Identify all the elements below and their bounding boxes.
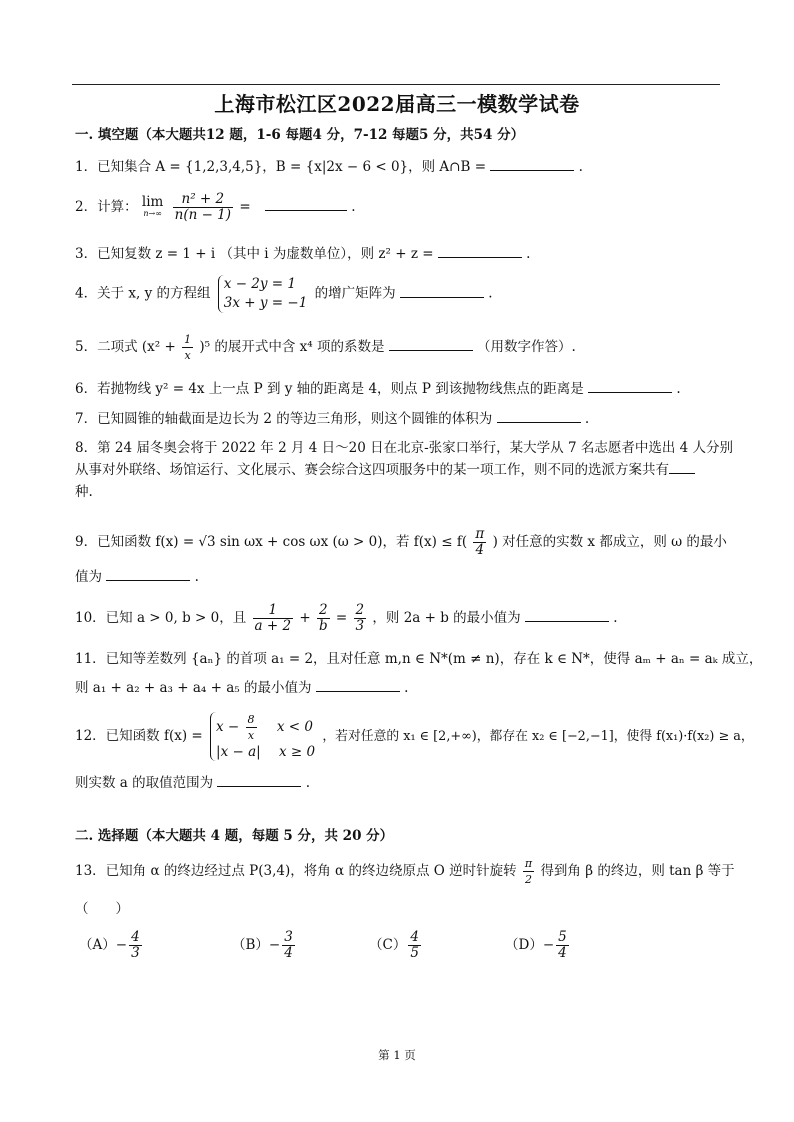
fraction-denominator: a + 2: [254, 618, 292, 634]
question-9-line-2-text: 值为: [75, 569, 102, 585]
fraction-numerator: π: [524, 857, 533, 870]
question-3: [75, 243, 720, 265]
equation-system: [218, 275, 308, 313]
question-11-line-2-text: 则 a₁ + a₂ + a₃ + a₄ + a₅ 的最小值为: [75, 680, 312, 696]
question-9-fraction: [473, 527, 486, 558]
question-11-line-2: [75, 677, 720, 699]
fraction-denominator: 4: [284, 945, 293, 961]
answer-blank-9: [106, 566, 190, 581]
answer-blank-10: [525, 607, 609, 622]
question-12-line-2-text: 则实数 a 的取值范围为: [75, 775, 214, 791]
question-3-text: 3．已知复数 z = 1 + i （其中 i 为虚数单位），则 z² + z =: [75, 246, 434, 262]
question-11-tail: .: [404, 680, 409, 696]
question-12-line-2: [75, 772, 720, 794]
equals-sign: =: [239, 199, 251, 215]
question-10-text: 10．已知 a > 0, b > 0，且: [75, 610, 247, 626]
question-9-post: ) 对任意的实数 x 都成立，则 ω 的最小: [492, 534, 727, 550]
question-8-line-3: 种.: [75, 484, 93, 500]
question-8-line-2: 从事对外联络、场馆运行、文化展示、赛会综合这四项服务中的某一项工作，则不同的选派方案共有: [75, 462, 669, 478]
answer-bracket: （ ）: [75, 901, 129, 917]
question-7-tail: .: [584, 411, 590, 427]
header-rule: [72, 84, 720, 85]
fraction-numerator: 4: [131, 929, 140, 945]
question-2-label: 2．计算：: [75, 199, 138, 215]
fraction-denominator: 4: [475, 542, 485, 558]
question-5-tail: （用数字作答）.: [477, 339, 576, 355]
question-10-tail: .: [613, 610, 618, 626]
question-8: [75, 437, 734, 503]
fraction-denominator: x: [184, 349, 191, 362]
limit-operator: [141, 193, 164, 219]
choice-b-fraction: [282, 930, 295, 961]
equation-2: 3x + y = −1: [223, 295, 308, 311]
question-4-tail: .: [488, 285, 493, 302]
fraction-denominator: x: [247, 729, 255, 742]
choice-d-label: （D）−: [505, 937, 555, 953]
question-12: [75, 712, 754, 761]
question-13-post: 得到角 β 的终边，则 tan β 等于: [540, 863, 735, 879]
question-10-fraction-3: [354, 603, 367, 634]
fraction-numerator: 5: [558, 929, 567, 945]
fraction-numerator: π: [475, 526, 485, 542]
question-1: [75, 156, 720, 178]
question-11: [75, 648, 763, 670]
fraction-denominator: 2: [525, 873, 533, 886]
case-1-fraction: [246, 712, 257, 743]
question-7-text: 7．已知圆锥的轴截面是边长为 2 的等边三角形，则这个圆锥的体积为: [75, 411, 493, 427]
fraction-numerator: 3: [284, 929, 293, 945]
question-6-text: 6．若抛物线 y² = 4x 上一点 P 到 y 轴的距离是 4，则点 P 到该抛物线焦点的距离是: [75, 381, 584, 397]
fraction-numerator: 2: [317, 603, 330, 619]
question-3-tail: .: [526, 246, 531, 262]
answer-blank-1: [490, 156, 574, 171]
fraction-denominator: 3: [355, 618, 365, 634]
question-5: [75, 332, 720, 363]
question-10: [75, 603, 720, 634]
question-9-line-2: [75, 566, 720, 588]
question-2-tail: .: [351, 199, 356, 215]
equation-1: x − 2y = 1: [223, 276, 297, 292]
choice-d-fraction: [556, 930, 569, 961]
fraction-denominator: 4: [558, 945, 567, 961]
piecewise-function: [210, 712, 315, 761]
question-11-line-1: 11．已知等差数列 {aₙ} 的首项 a₁ = 2，且对任意 m,n ∈ N*(m ≠ n)，存在 k ∈ N*，使得 aₘ + aₙ = aₖ 成立，: [75, 651, 763, 667]
fraction-denominator: 3: [131, 945, 140, 961]
equals-sign: =: [335, 610, 348, 626]
answer-blank-5: [389, 336, 473, 351]
question-2-fraction: [173, 192, 233, 223]
question-1-text: 1．已知集合 A = {1,2,3,4,5}，B = {x|2x − 6 < 0}，则 A∩B =: [75, 159, 487, 175]
question-12-post: ，若对任意的 x₁ ∈ [2,+∞)，都存在 x₂ ∈ [−2,−1]，使得 f(x₁)·f(x₂) ≥ a，: [322, 729, 754, 744]
question-4-text: 4．关于 x, y 的方程组: [75, 285, 211, 302]
page-number: 第 1 页: [378, 1048, 416, 1062]
choice-a-label: （A）−: [79, 937, 128, 953]
answer-blank-3: [438, 243, 522, 258]
question-13-fraction: [523, 856, 534, 887]
fraction-numerator: 1: [253, 603, 294, 619]
section-heading-fill-in: 一. 填空题（本大题共12 题，1-6 每题4 分，7-12 每题5 分，共54 分）: [75, 127, 525, 143]
choice-d: [505, 930, 571, 961]
question-2: [75, 192, 720, 223]
case-1-expression: x −: [216, 719, 240, 735]
case-2-condition: x ≥ 0: [278, 744, 316, 760]
question-10-fraction-1: [253, 603, 294, 634]
question-10-fraction-2: [317, 603, 330, 634]
question-13-text: 13．已知角 α 的终边经过点 P(3,4)，将角 α 的终边绕原点 O 逆时针旋转: [75, 863, 517, 879]
question-5-fraction: [182, 332, 193, 363]
question-13: [75, 856, 735, 887]
limit-symbol: lim: [141, 193, 164, 210]
question-7: [75, 408, 720, 430]
question-6-tail: .: [676, 381, 681, 397]
question-13-bracket: [75, 898, 720, 920]
question-5-text: 5．二项式 (x² +: [75, 339, 176, 355]
question-12-text: 12．已知函数 f(x) =: [75, 728, 203, 744]
answer-blank-7: [497, 408, 581, 423]
fraction-numerator: n² + 2: [173, 192, 233, 208]
page-title: 上海市松江区2022届高三一模数学试卷: [214, 92, 580, 116]
case-1-condition: x < 0: [276, 719, 313, 735]
section-heading-multiple-choice: 二. 选择题（本大题共 4 题，每题 5 分，共 20 分）: [75, 828, 394, 844]
fraction-numerator: 8: [247, 713, 255, 726]
fraction-numerator: 1: [184, 333, 192, 346]
fraction-denominator: b: [318, 618, 328, 634]
question-9-tail: .: [194, 569, 199, 585]
fraction-numerator: 4: [410, 929, 419, 945]
answer-blank-2: [265, 196, 347, 211]
choice-c-label: （C）: [369, 937, 407, 953]
answer-blank-6: [588, 378, 672, 393]
choice-c-fraction: [408, 930, 421, 961]
question-9: [75, 526, 727, 558]
choice-b: [232, 930, 297, 961]
question-10-post: ，则 2a + b 的最小值为: [372, 610, 521, 626]
answer-blank-4: [400, 283, 484, 298]
question-5-post: )⁵ 的展开式中含 x⁴ 项的系数是: [199, 339, 385, 355]
answer-blank-11: [316, 677, 400, 692]
limit-subscript: n→∞: [143, 208, 162, 218]
answer-blank-8: [669, 459, 695, 474]
question-12-tail: .: [305, 775, 311, 791]
case-2-expression: |x − a|: [216, 744, 261, 760]
fraction-denominator: n(n − 1): [174, 207, 232, 223]
choice-a-fraction: [129, 930, 142, 961]
question-8-line-1: 8．第 24 届冬奥会将于 2022 年 2 月 4 日～20 日在北京-张家口举行，某大学从 7 名志愿者中选出 4 人分别: [75, 440, 734, 456]
answer-blank-12: [217, 772, 301, 787]
choice-a: [79, 930, 144, 961]
question-9-text: 9．已知函数 f(x) = √3 sin ωx + cos ωx (ω > 0)，若 f(x) ≤ f(: [75, 534, 468, 550]
question-4-post: 的增广矩阵为: [314, 285, 396, 302]
plus-sign: +: [299, 610, 311, 626]
question-4: [75, 275, 720, 313]
question-1-tail: .: [578, 159, 583, 175]
fraction-numerator: 2: [355, 602, 365, 618]
choice-c: [369, 930, 423, 961]
question-6: [75, 378, 720, 400]
choice-b-label: （B）−: [232, 937, 281, 953]
fraction-denominator: 5: [410, 945, 419, 961]
